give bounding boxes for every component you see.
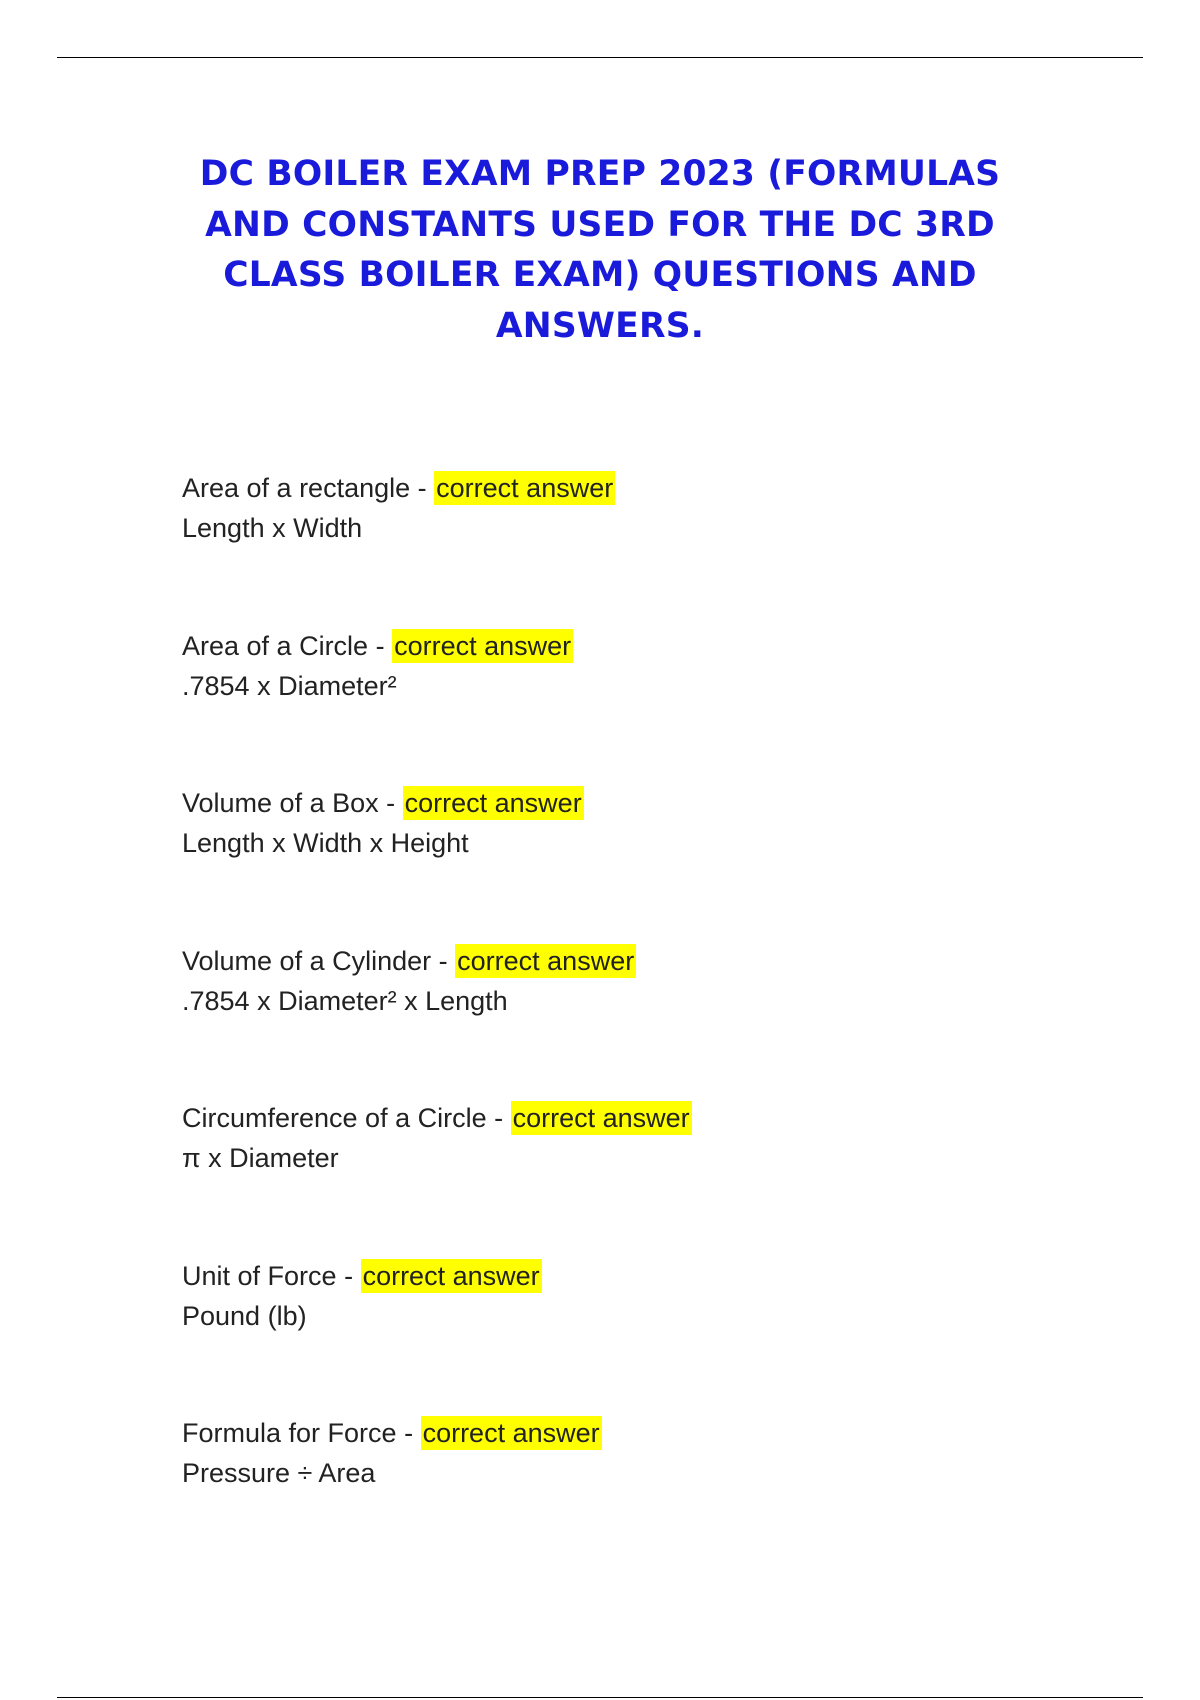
qa-item	[182, 468, 1082, 626]
question-text: Area of a rectangle	[182, 473, 411, 503]
answer-text: .7854 x Diameter² x Length	[182, 985, 508, 1016]
separator: -	[368, 630, 393, 661]
answer-text: Length x Width x Height	[182, 828, 469, 858]
answer-text: Pound (lb)	[182, 1300, 307, 1331]
qa-list	[182, 468, 1082, 1571]
qa-item	[182, 1413, 1082, 1571]
question-line	[182, 468, 1082, 508]
question-text: Circumference of a Circle	[182, 1103, 487, 1133]
separator: -	[396, 1418, 421, 1448]
question-text: Area of a Circle	[182, 630, 369, 661]
header-rule	[57, 57, 1143, 58]
question-text: Formula for Force	[182, 1418, 397, 1448]
question-text: Volume of a Cylinder	[182, 945, 432, 976]
document-title: DC BOILER EXAM PREP 2023 (FORMULAS AND CONSTANTS USED FOR THE DC 3RD CLASS BOILER EXAM) QUESTIONS AND ANSWERS.	[199, 154, 1001, 346]
qa-item	[182, 941, 1082, 1099]
correct-answer-highlight: correct answer	[436, 473, 614, 503]
separator: -	[378, 788, 403, 818]
question-line	[182, 1413, 1082, 1453]
footer-rule	[57, 1697, 1143, 1698]
correct-answer-highlight: correct answer	[404, 788, 582, 818]
qa-item	[182, 626, 1082, 784]
correct-answer-highlight: correct answer	[362, 1260, 540, 1291]
qa-item	[182, 1098, 1082, 1256]
question-line	[182, 1256, 1082, 1296]
question-line	[182, 1098, 1082, 1138]
qa-item	[182, 783, 1082, 941]
qa-item	[182, 1256, 1082, 1414]
correct-answer-highlight: correct answer	[457, 945, 635, 976]
separator: -	[431, 945, 456, 976]
correct-answer-highlight: correct answer	[422, 1418, 600, 1448]
answer-text: Length x Width	[182, 513, 363, 543]
separator: -	[336, 1260, 361, 1291]
question-text: Unit of Force	[182, 1260, 337, 1291]
question-line	[182, 941, 1082, 981]
question-text: Volume of a Box	[182, 788, 379, 818]
correct-answer-highlight: correct answer	[394, 630, 572, 661]
question-line	[182, 626, 1082, 666]
separator: -	[410, 473, 435, 503]
answer-text: .7854 x Diameter²	[182, 670, 397, 701]
correct-answer-highlight: correct answer	[512, 1103, 690, 1133]
separator: -	[486, 1103, 511, 1133]
question-line	[182, 783, 1082, 823]
answer-text: Pressure ÷ Area	[182, 1458, 376, 1488]
answer-text: π x Diameter	[182, 1143, 339, 1173]
